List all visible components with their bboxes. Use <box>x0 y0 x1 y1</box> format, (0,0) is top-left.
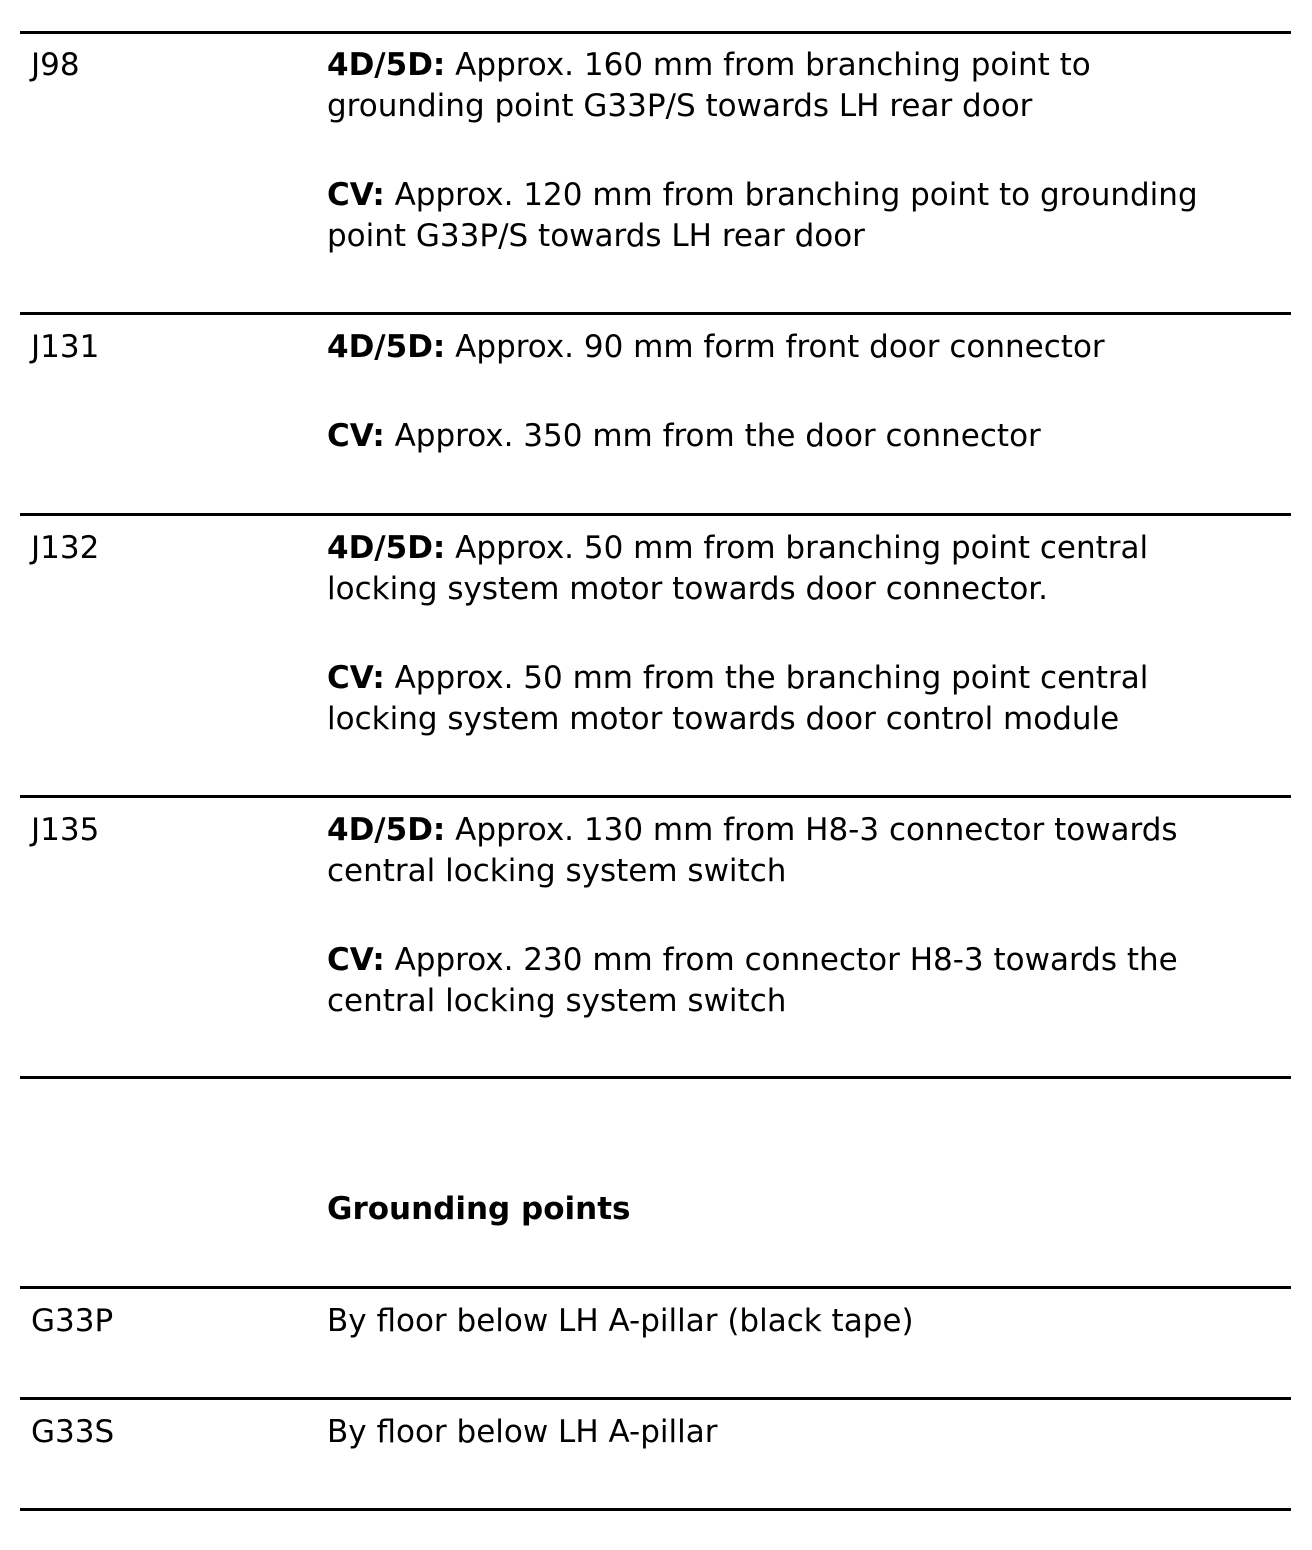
junction-code: J131 <box>31 329 100 365</box>
description-text: Approx. 90 mm form front door connector <box>445 329 1105 365</box>
description-text: Approx. 130 mm from H8-3 connector towards <box>445 812 1178 848</box>
junction-code: J98 <box>31 47 80 83</box>
row-divider <box>20 312 1291 315</box>
description-text: Approx. 120 mm from branching point to grounding <box>384 177 1198 213</box>
junction-description <box>327 528 1287 610</box>
row-divider <box>20 1286 1291 1289</box>
grounding-description: By floor below LH A-pillar <box>327 1414 718 1450</box>
variant-label: CV: <box>327 942 385 978</box>
grounding-code: G33S <box>31 1414 115 1450</box>
grounding-description: By floor below LH A-pillar (black tape) <box>327 1303 914 1339</box>
grounding-code: G33P <box>31 1303 114 1339</box>
junction-code: J135 <box>31 812 100 848</box>
variant-label: 4D/5D: <box>327 47 446 83</box>
junction-description <box>327 940 1287 1022</box>
description-text: grounding point G33P/S towards LH rear door <box>327 88 1033 124</box>
junction-description <box>327 810 1287 892</box>
junction-description <box>327 45 1287 127</box>
variant-label: CV: <box>327 660 385 696</box>
description-text: Approx. 350 mm from the door connector <box>384 418 1041 454</box>
description-text: Approx. 160 mm from branching point to <box>445 47 1091 83</box>
row-divider <box>20 31 1291 34</box>
section-heading: Grounding points <box>327 1191 631 1227</box>
variant-label: 4D/5D: <box>327 329 446 365</box>
junction-description <box>327 327 1287 368</box>
junction-code: J132 <box>31 530 100 566</box>
junction-description <box>327 416 1287 457</box>
row-divider <box>20 1508 1291 1511</box>
row-divider <box>20 513 1291 516</box>
description-text: locking system motor towards door connector. <box>327 571 1049 607</box>
description-text: Approx. 50 mm from the branching point central <box>384 660 1149 696</box>
description-text: Approx. 50 mm from branching point central <box>445 530 1149 566</box>
junction-description <box>327 175 1287 257</box>
row-divider <box>20 1397 1291 1400</box>
variant-label: CV: <box>327 177 385 213</box>
variant-label: 4D/5D: <box>327 530 446 566</box>
description-text: central locking system switch <box>327 853 787 889</box>
row-divider <box>20 1076 1291 1079</box>
description-text: Approx. 230 mm from connector H8-3 towards the <box>384 942 1178 978</box>
junction-description <box>327 658 1287 740</box>
description-text: point G33P/S towards LH rear door <box>327 218 865 254</box>
variant-label: CV: <box>327 418 385 454</box>
variant-label: 4D/5D: <box>327 812 446 848</box>
description-text: locking system motor towards door control module <box>327 701 1120 737</box>
row-divider <box>20 795 1291 798</box>
description-text: central locking system switch <box>327 983 787 1019</box>
